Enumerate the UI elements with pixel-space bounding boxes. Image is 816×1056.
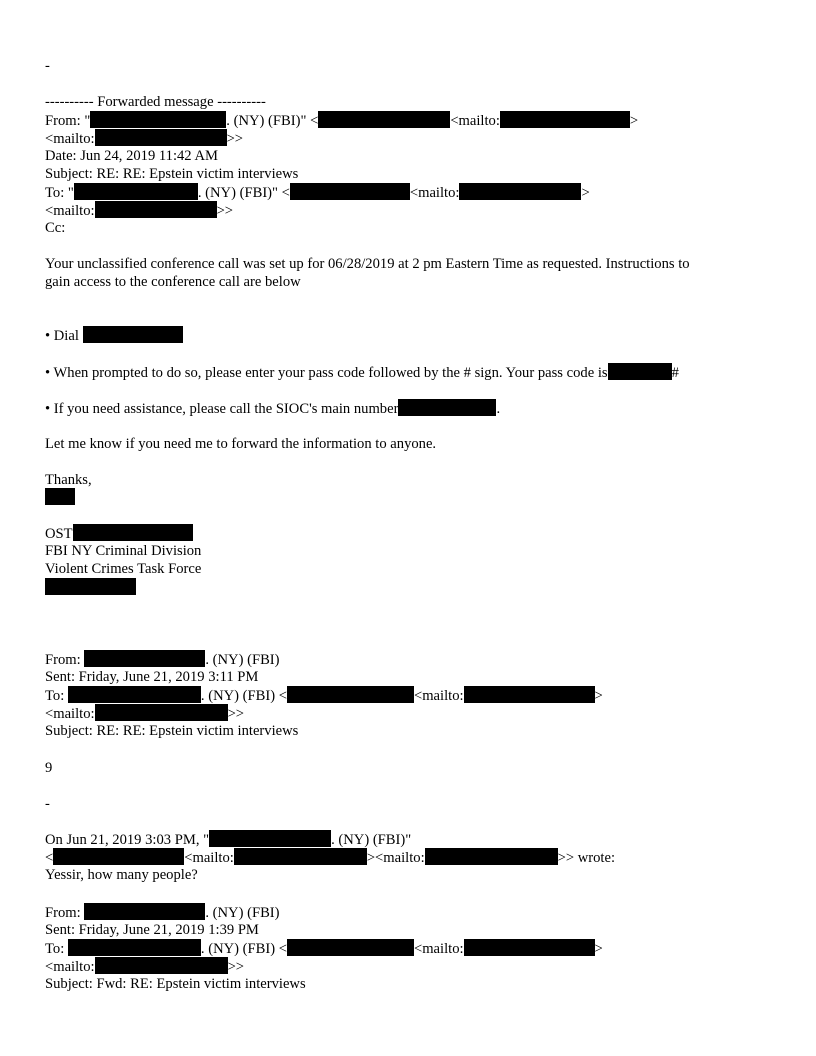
- email3-line2-mailto2: ><mailto:: [366, 850, 425, 866]
- redaction-box: [425, 848, 558, 865]
- email4-subject: Subject: Fwd: RE: Epstein victim interviews: [45, 976, 306, 992]
- email2-from: [45, 650, 280, 669]
- email2-to-line2-prefix: <mailto:: [45, 706, 95, 722]
- forward-note: Let me know if you need me to forward the information to anyone.: [45, 436, 437, 452]
- email1-to-end: >: [581, 185, 590, 201]
- redaction-box: [287, 686, 414, 703]
- email1-to-mid: . (NY) (FBI)" <: [197, 185, 290, 201]
- email4-to-mailto: <mailto:: [413, 941, 464, 957]
- redaction-box: [95, 201, 217, 218]
- redaction-box: [73, 524, 193, 541]
- email1-to-line: [45, 183, 590, 202]
- forwarded-header: ---------- Forwarded message ----------: [45, 94, 266, 110]
- email1-from-line2-end: >>: [226, 131, 244, 147]
- email2-subject: Subject: RE: RE: Epstein victim interviews: [45, 723, 299, 739]
- email3-on-line: [45, 830, 411, 849]
- email4-from-prefix: From:: [45, 905, 81, 921]
- email2-from-suffix: . (NY) (FBI): [205, 652, 280, 668]
- email1-from-line2-prefix: <mailto:: [45, 131, 95, 147]
- email3-line2-prefix: <: [45, 850, 54, 866]
- redaction-box: [398, 399, 496, 416]
- signature-division: FBI NY Criminal Division: [45, 543, 202, 559]
- email2-to-mailto: <mailto:: [413, 688, 464, 704]
- email1-from-end: >: [629, 113, 639, 129]
- redaction-box: [45, 578, 136, 595]
- email1-body-line1: Your unclassified conference call was set up for 06/28/2019 at 2 pm Eastern Time as requested. Instructions to: [45, 256, 690, 272]
- redaction-box: [608, 363, 672, 380]
- bullet-assistance-end: .: [496, 401, 501, 417]
- email2-to-line2: [45, 704, 244, 723]
- redaction-box: [500, 111, 630, 128]
- redaction-box: [74, 183, 198, 200]
- email1-from-mid: . (NY) (FBI)" <: [226, 113, 319, 129]
- email2-to: [45, 686, 603, 705]
- email2-sent: Sent: Friday, June 21, 2019 3:11 PM: [45, 669, 259, 685]
- redaction-box: [459, 183, 581, 200]
- email4-sent: Sent: Friday, June 21, 2019 1:39 PM: [45, 922, 259, 938]
- email2-from-prefix: From:: [45, 652, 81, 668]
- signature-extra: [45, 578, 136, 597]
- email3-line2-end: >> wrote:: [557, 850, 616, 866]
- email4-to-line2-prefix: <mailto:: [45, 959, 95, 975]
- email3-reply: Yessir, how many people?: [45, 867, 198, 883]
- email3-line2-mailto1: <mailto:: [184, 850, 234, 866]
- redaction-box: [318, 111, 450, 128]
- email2-to-end: >: [594, 688, 603, 704]
- email3-on-suffix: . (NY) (FBI)": [331, 832, 412, 848]
- email4-to: [45, 939, 603, 958]
- redaction-box: [95, 129, 227, 146]
- redaction-box: [464, 939, 595, 956]
- signature-name: [45, 488, 75, 507]
- email1-from-line2: [45, 129, 243, 148]
- redaction-box: [209, 830, 331, 847]
- redaction-box: [95, 704, 228, 721]
- email1-from-line: [45, 111, 638, 130]
- email1-from-prefix: From: ": [45, 113, 91, 129]
- email4-from-suffix: . (NY) (FBI): [205, 905, 280, 921]
- bullet-pass-code-hash: #: [671, 365, 679, 381]
- redaction-box: [84, 650, 205, 667]
- redaction-box: [45, 488, 75, 505]
- email1-subject: Subject: RE: RE: Epstein victim interviews: [45, 166, 299, 182]
- email1-from-mailto: <mailto:: [450, 113, 500, 129]
- email4-from: [45, 903, 280, 922]
- signature-title-text: OST: [45, 526, 73, 542]
- email3-line2: [45, 848, 615, 867]
- email2-to-mid: . (NY) (FBI) <: [200, 688, 287, 704]
- email4-to-line2: [45, 957, 244, 976]
- email1-to-line2: [45, 201, 233, 220]
- email1-to-line2-prefix: <mailto:: [45, 203, 95, 219]
- bullet-assistance: [45, 399, 500, 418]
- signature-title: [45, 524, 193, 543]
- bullet-dial: [45, 326, 183, 345]
- email2-to-prefix: To:: [45, 688, 65, 704]
- redaction-box: [83, 326, 183, 343]
- email4-to-mid: . (NY) (FBI) <: [200, 941, 287, 957]
- bullet-dial-text: • Dial: [45, 328, 79, 344]
- separator-dash: -: [45, 796, 50, 812]
- signature-unit: Violent Crimes Task Force: [45, 561, 202, 577]
- redaction-box: [95, 957, 228, 974]
- email3-on-prefix: On Jun 21, 2019 3:03 PM, ": [45, 832, 210, 848]
- redaction-box: [234, 848, 367, 865]
- email1-body-line2: gain access to the conference call are below: [45, 274, 301, 290]
- thanks: Thanks,: [45, 472, 92, 488]
- email1-to-line2-end: >>: [216, 203, 234, 219]
- email2-to-line2-end: >>: [227, 706, 245, 722]
- redaction-box: [53, 848, 184, 865]
- email1-to-prefix: To: ": [45, 185, 74, 201]
- top-dash: -: [45, 58, 50, 74]
- email1-date: Date: Jun 24, 2019 11:42 AM: [45, 148, 218, 164]
- email4-to-line2-end: >>: [227, 959, 245, 975]
- redaction-box: [84, 903, 205, 920]
- bullet-pass-code-text: • When prompted to do so, please enter your pass code followed by the # sign. Your pass code is: [45, 365, 608, 381]
- email1-to-mailto: <mailto:: [409, 185, 460, 201]
- redaction-box: [68, 939, 201, 956]
- email4-to-end: >: [594, 941, 603, 957]
- redaction-box: [68, 686, 201, 703]
- bullet-pass-code: [45, 363, 679, 382]
- email1-cc: Cc:: [45, 220, 66, 236]
- page-number: 9: [45, 760, 53, 776]
- email4-to-prefix: To:: [45, 941, 65, 957]
- redaction-box: [464, 686, 595, 703]
- redaction-box: [90, 111, 226, 128]
- bullet-assistance-text: • If you need assistance, please call the SIOC's main number: [45, 401, 399, 417]
- redaction-box: [287, 939, 414, 956]
- redaction-box: [290, 183, 410, 200]
